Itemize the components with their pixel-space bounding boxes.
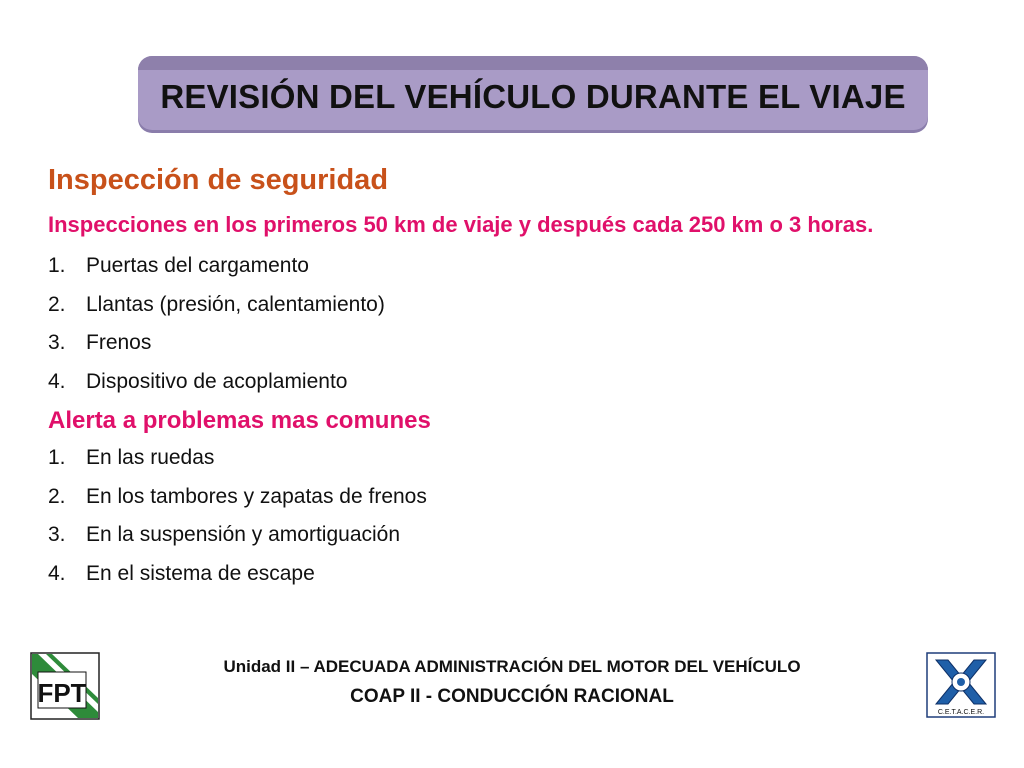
alerts-list <box>48 439 1008 593</box>
list-number: 1. <box>48 446 66 469</box>
list-item <box>48 324 1008 363</box>
list-number: 2. <box>48 292 66 316</box>
list-item <box>48 363 1008 402</box>
title-banner-band <box>138 56 928 70</box>
footer-unit-title: – ADECUADA ADMINISTRACIÓN DEL MOTOR DEL VEHÍCULO <box>295 657 801 676</box>
cetacer-logo-text: C.E.T.A.C.E.R. <box>937 709 985 716</box>
list-item-text: Dispositivo de acoplamiento <box>86 369 348 393</box>
footer-course: COAP II - CONDUCCIÓN RACIONAL <box>350 686 674 707</box>
list-item-text: En las ruedas <box>86 446 215 469</box>
list-item <box>48 555 1008 594</box>
slide-title: REVISIÓN DEL VEHÍCULO DURANTE EL VIAJE <box>160 78 906 115</box>
title-banner <box>138 56 928 130</box>
lead-text: Inspecciones en los primeros 50 km de viaje y después cada 250 km o 3 horas. <box>48 212 874 237</box>
list-item <box>48 247 1008 286</box>
slide-content <box>48 164 1008 593</box>
alert-heading: Alerta a problemas mas comunes <box>48 407 431 434</box>
list-item-text: Llantas (presión, calentamiento) <box>86 292 385 316</box>
list-item-text: Puertas del cargamento <box>86 254 309 277</box>
list-item-text: En la suspensión y amortiguación <box>86 523 401 546</box>
list-item-text: En el sistema de escape <box>86 561 315 585</box>
section-heading: Inspección de seguridad <box>48 164 389 196</box>
list-item-text: En los tambores y zapatas de frenos <box>86 484 427 508</box>
checks-list <box>48 247 1008 401</box>
list-number: 4. <box>48 561 66 585</box>
list-number: 4. <box>48 369 66 393</box>
list-number: 3. <box>48 523 66 546</box>
fpt-logo-text: FPT <box>37 678 87 708</box>
list-item <box>48 478 1008 517</box>
list-item <box>48 286 1008 325</box>
cetacer-logo <box>926 652 996 718</box>
list-number: 2. <box>48 484 66 508</box>
list-item-text: Frenos <box>86 331 152 354</box>
footer-unit-label: Unidad II <box>223 657 296 676</box>
list-item <box>48 439 1008 478</box>
list-item <box>48 516 1008 555</box>
footer-unit <box>0 657 1024 677</box>
list-number: 3. <box>48 331 66 354</box>
list-number: 1. <box>48 254 66 277</box>
